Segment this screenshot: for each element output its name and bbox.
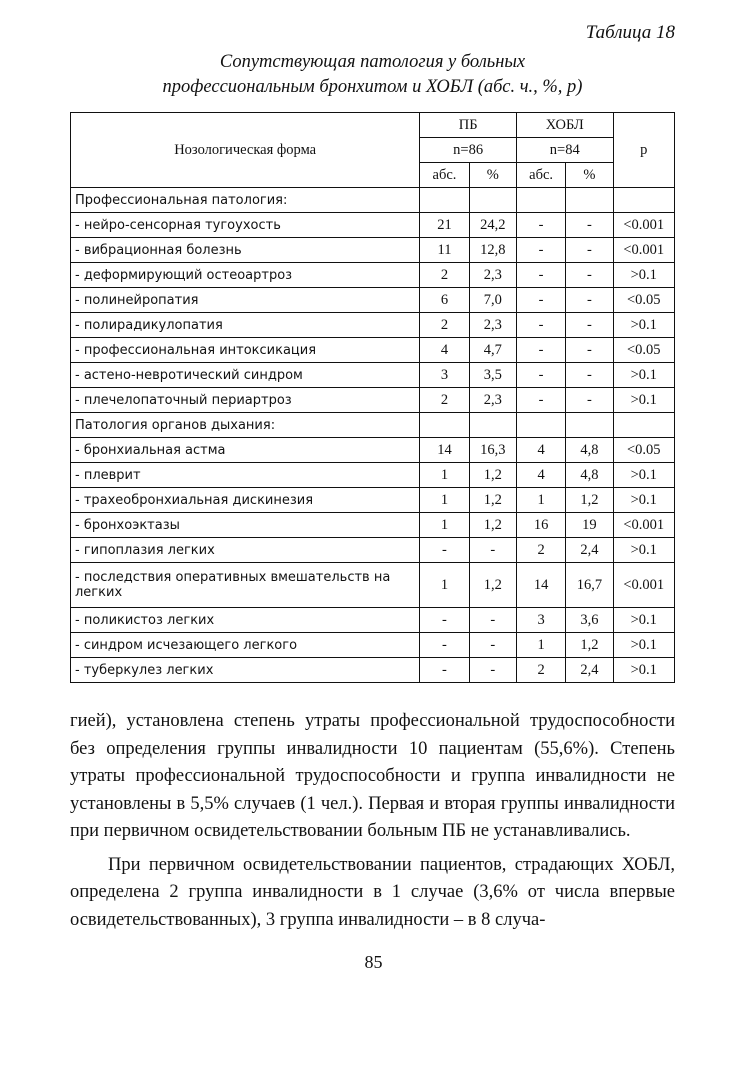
pb-abs-cell: 11	[420, 238, 469, 263]
header-hobl: ХОБЛ	[516, 113, 613, 138]
condition-name: - вибрационная болезнь	[71, 238, 420, 263]
paragraph-2: При первичном освидетельствовании пациентов, страдающих ХОБЛ, определена 2 группа инвалидности в 1 случае (3,6% от числа впервые освидетельствованных), 3 группа инвалидности – в 8 случа-	[70, 854, 675, 930]
empty-cell	[469, 188, 516, 213]
pb-abs-cell: -	[420, 658, 469, 683]
p-value-cell: <0.05	[613, 438, 674, 463]
hobl-abs-cell: -	[516, 263, 565, 288]
table-row	[71, 658, 675, 683]
hobl-pct-cell: 16,7	[566, 563, 613, 608]
p-value-cell: <0.001	[613, 563, 674, 608]
table-caption	[70, 50, 675, 100]
caption-line-1: Сопутствующая патология у больных	[219, 52, 526, 72]
hobl-abs-cell: -	[516, 338, 565, 363]
header-p: р	[613, 113, 674, 188]
header-pb: ПБ	[420, 113, 517, 138]
section-row	[71, 188, 675, 213]
condition-name: - астено-невротический синдром	[71, 363, 420, 388]
condition-name: - трахеобронхиальная дискинезия	[71, 488, 420, 513]
p-value-cell: >0.1	[613, 263, 674, 288]
table-row	[71, 608, 675, 633]
table-row	[71, 513, 675, 538]
empty-cell	[516, 413, 565, 438]
condition-name: - плечелопаточный периартроз	[71, 388, 420, 413]
hobl-abs-cell: -	[516, 313, 565, 338]
condition-name: - гипоплазия легких	[71, 538, 420, 563]
body-text	[70, 708, 675, 934]
empty-cell	[613, 188, 674, 213]
condition-name: - профессиональная интоксикация	[71, 338, 420, 363]
p-value-cell: >0.1	[613, 488, 674, 513]
hobl-pct-cell: 2,4	[566, 658, 613, 683]
pb-pct-cell: 1,2	[469, 513, 516, 538]
empty-cell	[469, 413, 516, 438]
hobl-abs-cell: -	[516, 388, 565, 413]
hobl-abs-cell: -	[516, 213, 565, 238]
table-row	[71, 438, 675, 463]
pb-pct-cell: 12,8	[469, 238, 516, 263]
table-body	[71, 188, 675, 683]
paragraph-1: гией), установлена степень утраты профессиональной трудоспособности без определения группы инвалидности 10 пациентам (55,6%). Степень утраты профессиональной трудоспособности и группа инвалидности не установлены в 5,5% случаев (1 чел.). Первая и вторая группы инвалидности при первичном освидетельствовании больным ПБ не устанавливались.	[70, 711, 675, 841]
hobl-pct-cell: -	[566, 313, 613, 338]
pb-pct-cell: -	[469, 633, 516, 658]
pb-abs-cell: 1	[420, 563, 469, 608]
header-hobl-n: n=84	[516, 138, 613, 163]
hobl-abs-cell: 4	[516, 438, 565, 463]
pb-pct-cell: -	[469, 658, 516, 683]
hobl-abs-cell: 16	[516, 513, 565, 538]
pb-pct-cell: 2,3	[469, 263, 516, 288]
pb-pct-cell: -	[469, 608, 516, 633]
empty-cell	[613, 413, 674, 438]
pb-pct-cell: 3,5	[469, 363, 516, 388]
hobl-pct-cell: -	[566, 363, 613, 388]
hobl-abs-cell: -	[516, 363, 565, 388]
hobl-pct-cell: 2,4	[566, 538, 613, 563]
condition-name: - полинейропатия	[71, 288, 420, 313]
header-form: Нозологическая форма	[71, 113, 420, 188]
pb-pct-cell: 1,2	[469, 463, 516, 488]
p-value-cell: >0.1	[613, 538, 674, 563]
hobl-pct-cell: 1,2	[566, 488, 613, 513]
pb-pct-cell: 2,3	[469, 388, 516, 413]
p-value-cell: >0.1	[613, 633, 674, 658]
p-value-cell: <0.001	[613, 513, 674, 538]
table-row	[71, 263, 675, 288]
table-row	[71, 388, 675, 413]
hobl-pct-cell: 4,8	[566, 463, 613, 488]
hobl-abs-cell: 4	[516, 463, 565, 488]
pb-abs-cell: -	[420, 633, 469, 658]
hobl-pct-cell: -	[566, 213, 613, 238]
table-row	[71, 463, 675, 488]
condition-name: - синдром исчезающего легкого	[71, 633, 420, 658]
table-row	[71, 563, 675, 608]
hobl-abs-cell: 2	[516, 538, 565, 563]
hobl-abs-cell: -	[516, 288, 565, 313]
hobl-pct-cell: -	[566, 388, 613, 413]
condition-name: - последствия оперативных вмешательств на легких	[71, 563, 420, 608]
condition-name: - поликистоз легких	[71, 608, 420, 633]
hobl-abs-cell: 1	[516, 633, 565, 658]
table-label: Таблица 18	[585, 22, 675, 43]
section-row	[71, 413, 675, 438]
pb-abs-cell: 1	[420, 513, 469, 538]
header-hobl-pct: %	[566, 163, 613, 188]
table-row	[71, 313, 675, 338]
pb-abs-cell: 2	[420, 313, 469, 338]
pb-abs-cell: 1	[420, 488, 469, 513]
condition-name: - бронхоэктазы	[71, 513, 420, 538]
pb-abs-cell: -	[420, 538, 469, 563]
pb-abs-cell: 1	[420, 463, 469, 488]
hobl-abs-cell: 2	[516, 658, 565, 683]
table-row	[71, 633, 675, 658]
pb-abs-cell: 2	[420, 263, 469, 288]
header-pb-pct: %	[469, 163, 516, 188]
condition-name: - полирадикулопатия	[71, 313, 420, 338]
empty-cell	[420, 188, 469, 213]
hobl-pct-cell: -	[566, 338, 613, 363]
p-value-cell: <0.001	[613, 238, 674, 263]
pb-pct-cell: 24,2	[469, 213, 516, 238]
hobl-pct-cell: 3,6	[566, 608, 613, 633]
section-title: Профессиональная патология:	[71, 188, 420, 213]
pb-pct-cell: 7,0	[469, 288, 516, 313]
p-value-cell: >0.1	[613, 658, 674, 683]
hobl-pct-cell: 19	[566, 513, 613, 538]
pb-pct-cell: 1,2	[469, 488, 516, 513]
pb-abs-cell: 4	[420, 338, 469, 363]
p-value-cell: >0.1	[613, 313, 674, 338]
pb-pct-cell: 1,2	[469, 563, 516, 608]
pb-pct-cell: 2,3	[469, 313, 516, 338]
table-row	[71, 288, 675, 313]
pb-abs-cell: 21	[420, 213, 469, 238]
p-value-cell: >0.1	[613, 463, 674, 488]
pb-abs-cell: 14	[420, 438, 469, 463]
section-title: Патология органов дыхания:	[71, 413, 420, 438]
empty-cell	[566, 188, 613, 213]
empty-cell	[516, 188, 565, 213]
pb-pct-cell: 4,7	[469, 338, 516, 363]
condition-name: - деформирующий остеоартроз	[71, 263, 420, 288]
p-value-cell: <0.05	[613, 338, 674, 363]
hobl-pct-cell: -	[566, 238, 613, 263]
header-pb-abs: абс.	[420, 163, 469, 188]
header-hobl-abs: абс.	[516, 163, 565, 188]
pb-abs-cell: -	[420, 608, 469, 633]
caption-line-2: профессиональным бронхитом и ХОБЛ (абс. ч., %, р)	[162, 77, 583, 97]
comorbidity-table	[70, 112, 675, 683]
empty-cell	[566, 413, 613, 438]
p-value-cell: <0.05	[613, 288, 674, 313]
hobl-pct-cell: 4,8	[566, 438, 613, 463]
hobl-abs-cell: 14	[516, 563, 565, 608]
p-value-cell: >0.1	[613, 388, 674, 413]
header-pb-n: n=86	[420, 138, 517, 163]
p-value-cell: >0.1	[613, 608, 674, 633]
condition-name: - бронхиальная астма	[71, 438, 420, 463]
table-row	[71, 488, 675, 513]
table-row	[71, 363, 675, 388]
pb-pct-cell: -	[469, 538, 516, 563]
condition-name: - плеврит	[71, 463, 420, 488]
pb-abs-cell: 3	[420, 363, 469, 388]
table-row	[71, 213, 675, 238]
hobl-abs-cell: -	[516, 238, 565, 263]
table-row	[71, 238, 675, 263]
hobl-pct-cell: -	[566, 288, 613, 313]
pb-abs-cell: 6	[420, 288, 469, 313]
hobl-abs-cell: 1	[516, 488, 565, 513]
hobl-pct-cell: 1,2	[566, 633, 613, 658]
empty-cell	[420, 413, 469, 438]
condition-name: - нейро-сенсорная тугоухость	[71, 213, 420, 238]
page-number: 85	[364, 952, 383, 972]
p-value-cell: <0.001	[613, 213, 674, 238]
table-row	[71, 338, 675, 363]
condition-name: - туберкулез легких	[71, 658, 420, 683]
hobl-abs-cell: 3	[516, 608, 565, 633]
hobl-pct-cell: -	[566, 263, 613, 288]
p-value-cell: >0.1	[613, 363, 674, 388]
pb-abs-cell: 2	[420, 388, 469, 413]
table-row	[71, 538, 675, 563]
pb-pct-cell: 16,3	[469, 438, 516, 463]
